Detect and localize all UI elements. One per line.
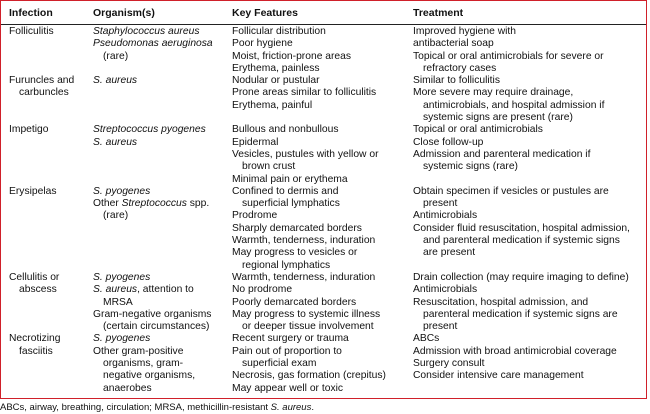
treatment-item: Antimicrobials <box>413 284 478 296</box>
infection-cell <box>1 124 93 185</box>
infection-cell <box>1 272 93 333</box>
feature-item: May progress to systemic illness or deeper tissue involvement <box>232 308 381 333</box>
table-row <box>1 333 646 394</box>
feature-item: Warmth, tenderness, induration <box>232 271 376 283</box>
organisms-cell <box>93 26 232 75</box>
organism-item <box>93 186 228 198</box>
features-cell <box>232 272 413 333</box>
treatment-item: antibacterial soap <box>413 38 494 50</box>
organism-item <box>93 346 228 395</box>
infection-name: Folliculitis <box>9 26 54 37</box>
footnote-italic: S. aureus <box>270 401 312 413</box>
header-organisms: Organism(s) <box>93 7 155 19</box>
organism-item <box>93 309 228 334</box>
treatment-item: Resuscitation, hospital admission, and parenteral medication if systemic signs are present <box>413 296 618 333</box>
treatment-cell <box>413 75 646 124</box>
footnote-text: ABCs, airway, breathing, circulation; MRSA, methicillin-resistant <box>0 401 271 413</box>
treatment-item: Topical or oral antimicrobials <box>413 124 543 136</box>
organism-italic: Pseudomonas aeruginosa <box>93 38 213 50</box>
header-infection: Infection <box>9 7 53 19</box>
infection-name: Impetigo <box>9 124 49 136</box>
features-cell <box>232 26 413 75</box>
organism-text: Other gram-positive organisms, gram- negative organisms, anaerobes <box>93 345 196 394</box>
feature-item: Confined to dermis and superficial lymphatics <box>232 185 340 210</box>
features-cell <box>232 186 413 272</box>
table-row <box>1 272 646 333</box>
organism-text: Gram-negative organisms (certain circumstances) <box>93 308 212 333</box>
organism-text: Other <box>93 198 122 210</box>
treatment-item: Close follow-up <box>413 136 484 148</box>
table-row <box>1 186 646 272</box>
treatment-item: Drain collection (may require imaging to define) <box>413 271 629 283</box>
features-cell <box>232 124 413 185</box>
header-key-features: Key Features <box>232 7 298 19</box>
treatment-item: Consider fluid resuscitation, hospital admission, and parenteral medication if systemic signs are present <box>413 222 630 259</box>
treatment-item: Obtain specimen if vesicles or pustules are present <box>413 185 609 210</box>
treatment-cell <box>413 124 646 185</box>
organisms-cell <box>93 124 232 185</box>
table-row <box>1 124 646 185</box>
feature-item: May appear well or toxic <box>232 382 344 394</box>
infection-cell <box>1 186 93 272</box>
features-cell <box>232 333 413 394</box>
infection-name: Furuncles and carbuncles <box>9 75 75 99</box>
feature-item: Follicular distribution <box>232 26 326 37</box>
treatment-item: Surgery consult <box>413 358 485 370</box>
feature-item: Minimal pain or erythema <box>232 173 348 185</box>
organism-item <box>93 137 228 149</box>
organism-italic: S. aureus <box>93 75 138 87</box>
feature-item: Necrosis, gas formation (crepitus) <box>232 370 386 382</box>
feature-item: Sharply demarcated borders <box>232 222 362 234</box>
organism-italic: Streptococcus <box>121 198 187 210</box>
treatment-item: Topical or oral antimicrobials for severe or refractory cases <box>413 50 604 74</box>
footnote-end: . <box>311 401 314 413</box>
feature-item: Prone areas similar to folliculitis <box>232 87 377 99</box>
organism-italic: Staphylococcus aureus <box>93 26 200 37</box>
feature-item: Erythema, painful <box>232 99 313 111</box>
feature-item: Nodular or pustular <box>232 75 320 87</box>
header-treatment: Treatment <box>413 7 464 19</box>
organism-item <box>93 333 228 345</box>
treatment-cell <box>413 186 646 272</box>
feature-item: Recent surgery or trauma <box>232 333 349 345</box>
feature-item: No prodrome <box>232 284 293 296</box>
feature-item: Moist, friction-prone areas <box>232 50 352 62</box>
organism-item <box>93 284 228 309</box>
features-cell <box>232 75 413 124</box>
infection-cell <box>1 26 93 75</box>
infection-name: Erysipelas <box>9 185 57 197</box>
treatment-cell <box>413 26 646 75</box>
organism-italic: S. pyogenes <box>93 185 151 197</box>
treatment-item: Improved hygiene with <box>413 26 517 37</box>
organism-italic: Streptococcus pyogenes <box>93 124 206 136</box>
footnote <box>0 402 650 414</box>
organism-italic: S. aureus <box>93 136 138 148</box>
feature-item: Prodrome <box>232 210 278 222</box>
organism-item <box>93 198 228 223</box>
organism-italic: S. aureus <box>93 284 138 296</box>
treatment-item: Admission and parenteral medication if systemic signs (rare) <box>413 148 591 173</box>
infection-cell <box>1 333 93 394</box>
treatment-cell <box>413 272 646 333</box>
feature-item: Pain out of proportion to superficial exam <box>232 345 342 370</box>
feature-item: Erythema, painless <box>232 62 320 74</box>
organism-text: , attention to MRSA <box>103 284 194 308</box>
organism-text: (rare) <box>103 50 129 62</box>
treatment-item: More severe may require drainage, antimicrobials, and hospital admission if systemic signs are present (rare) <box>413 87 605 124</box>
table-row <box>1 26 646 75</box>
infection-cell <box>1 75 93 124</box>
organism-item <box>93 124 228 136</box>
treatment-item: Similar to folliculitis <box>413 75 500 87</box>
treatment-item: Consider intensive care management <box>413 370 584 382</box>
organism-italic: S. pyogenes <box>93 333 151 345</box>
treatment-cell <box>413 333 646 394</box>
treatment-item: Antimicrobials <box>413 210 478 222</box>
feature-item: Poor hygiene <box>232 38 293 50</box>
organism-item <box>93 272 228 284</box>
feature-item: Poorly demarcated borders <box>232 296 357 308</box>
organism-item <box>93 26 228 38</box>
table-header <box>1 1 646 25</box>
feature-item: May progress to vesicles or regional lymphatics <box>232 247 358 271</box>
table-body <box>1 25 646 395</box>
feature-item: Bullous and nonbullous <box>232 124 339 136</box>
feature-item: Epidermal <box>232 136 279 148</box>
organisms-cell <box>93 75 232 124</box>
organism-item <box>93 75 228 87</box>
infection-name: Necrotizing fasciitis <box>9 333 61 357</box>
organisms-cell <box>93 272 232 333</box>
organism-italic: S. pyogenes <box>93 271 151 283</box>
organism-item <box>93 38 228 63</box>
organism-text: spp. (rare) <box>103 198 210 222</box>
organisms-cell <box>93 186 232 272</box>
organisms-cell <box>93 333 232 394</box>
treatment-item: ABCs <box>413 333 440 345</box>
feature-item: Vesicles, pustules with yellow or brown crust <box>232 148 379 173</box>
treatment-item: Admission with broad antimicrobial coverage <box>413 345 617 357</box>
infection-name: Cellulitis or abscess <box>9 271 60 296</box>
table-row <box>1 75 646 124</box>
feature-item: Warmth, tenderness, induration <box>232 235 376 247</box>
